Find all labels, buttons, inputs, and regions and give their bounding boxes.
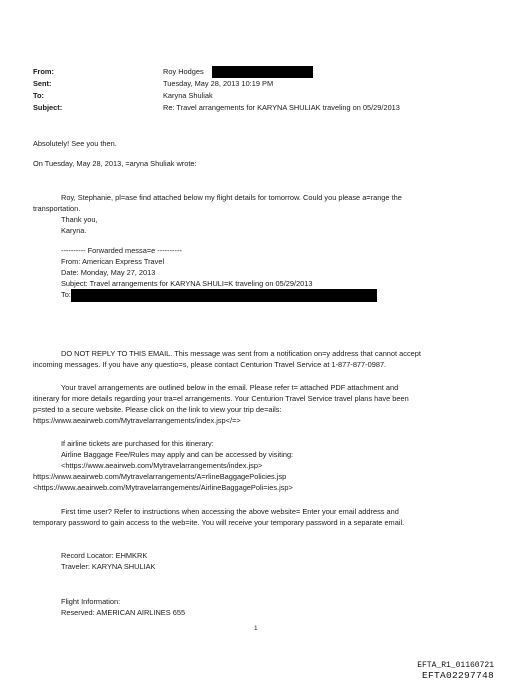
- first-time-line-1: First time user? Refer to instructions when accessing the above website= Enter your email address and: [61, 507, 399, 516]
- redaction-forwarded-to: [71, 289, 377, 302]
- airline-line-2: Airline Baggage Fee/Rules may apply and can be accessed by visiting:: [61, 450, 294, 459]
- airline-link-3[interactable]: <https://www.aeairweb.com/Mytravelarrangements/AirlineBaggagePoli=ies.jsp>: [33, 483, 293, 492]
- airline-link-1[interactable]: <https://www.aeairweb.com/Mytravelarrangements/index.jsp>: [61, 461, 263, 470]
- efta-id-secondary: EFTA02297748: [421, 670, 494, 681]
- forwarded-date: Date: Monday, May 27, 2013: [61, 268, 156, 277]
- reserved-flight: Reserved: AMERICAN AIRLINES 655: [61, 608, 186, 617]
- arrangements-line-3: p=sted to a secure website. Please click on the link to view your trip de=ails:: [33, 405, 282, 414]
- efta-id-primary: EFTA_R1_01160721: [417, 661, 494, 670]
- donot-line-2: incoming messages. If you have any questio=s, please contact Centurion Travel Service at 1-877-877-0987.: [33, 360, 387, 369]
- forwarded-marker: ---------- Forwarded messa=e ----------: [61, 246, 182, 255]
- record-locator: Record Locator: EHMKRK: [61, 551, 148, 560]
- quote-intro: On Tuesday, May 28, 2013, =aryna Shuliak wrote:: [33, 159, 197, 168]
- donot-line-1: DO NOT REPLY TO THIS EMAIL. This message was sent from a notification on=y address that cannot accept: [61, 349, 421, 358]
- sent-value: Tuesday, May 28, 2013 10:19 PM: [163, 79, 274, 88]
- arrangements-link[interactable]: https://www.aeairweb.com/Mytravelarrangements/index.jsp</=>: [33, 416, 241, 425]
- page-number: 1: [254, 625, 258, 632]
- flight-information: Flight Information:: [61, 597, 121, 606]
- forwarded-to: To:: [61, 290, 71, 299]
- from-label: From:: [33, 67, 54, 76]
- first-time-line-2: temporary password to gain access to the web=ite. You will receive your temporary password in a separate email.: [33, 518, 405, 527]
- from-value: Roy Hodges: [163, 67, 204, 76]
- airline-link-2[interactable]: https://www.aeairweb.com/Mytravelarrangements/A=rlineBaggagePolicies.jsp: [33, 472, 287, 481]
- traveler: Traveler: KARYNA SHULIAK: [61, 562, 156, 571]
- airline-line-1: If airline tickets are purchased for this itinerary:: [61, 439, 214, 448]
- message-signature: Karyna.: [61, 226, 87, 235]
- arrangements-line-2: itinerary for more details regarding your tra=el arrangements. Your Centurion Travel Service travel plans have been: [33, 394, 409, 403]
- sent-label: Sent:: [33, 79, 52, 88]
- message-thanks: Thank you,: [61, 215, 98, 224]
- subject-value: Re: Travel arrangements for KARYNA SHULIAK traveling on 05/29/2013: [163, 103, 400, 112]
- reply-text: Absolutely! See you then.: [33, 139, 117, 148]
- arrangements-line-1: Your travel arrangements are outlined below in the email. Please refer t= attached PDF attachment and: [61, 383, 399, 392]
- forwarded-subject: Subject: Travel arrangements for KARYNA SHULI=K traveling on 05/29/2013: [61, 279, 313, 288]
- subject-label: Subject:: [33, 103, 63, 112]
- message-line-2: transportation.: [33, 204, 81, 213]
- to-value: Karyna Shuliak: [163, 91, 213, 100]
- message-line-1: Roy, Stephanie, pl=ase find attached below my flight details for tomorrow. Could you please a=range the: [61, 193, 402, 202]
- forwarded-from: From: American Express Travel: [61, 257, 165, 266]
- to-label: To:: [33, 91, 44, 100]
- redaction-from-email: [212, 66, 313, 78]
